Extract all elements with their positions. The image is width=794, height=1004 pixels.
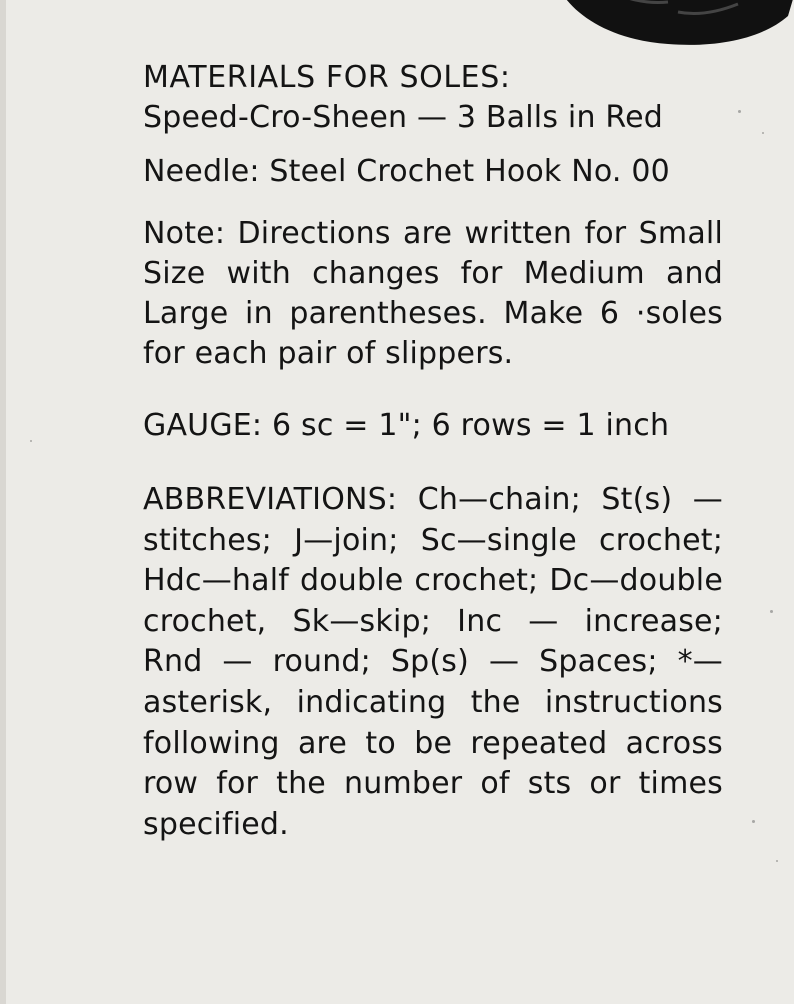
illustration-fragment <box>548 0 794 50</box>
paper-speck <box>776 860 778 862</box>
abbreviations-paragraph: ABBREVIATIONS: Ch—chain; St(s) —stitches; J—join; Sc—single crochet; Hdc—half double crochet; Dc—double crochet, Sk—skip; Inc — increase; Rnd — round; Sp(s) — Spaces; *—asterisk, indicating the instructions following are to be repeated across row for the number of sts or times specified. <box>143 482 723 842</box>
materials-heading: MATERIALS FOR SOLES: <box>143 60 511 95</box>
paper-speck <box>738 110 741 113</box>
paper-speck <box>762 132 764 134</box>
gauge-paragraph: GAUGE: 6 sc = 1"; 6 rows = 1 inch <box>143 408 670 443</box>
page-binding-edge <box>0 0 6 1004</box>
materials-thread-line: Speed-Cro-Sheen — 3 Balls in Red <box>143 100 663 135</box>
note-paragraph: Note: Directions are written for Small Size with changes for Medium and Large in parentheses. Make 6 ·soles for each pair of slippers. <box>143 216 723 371</box>
paper-speck <box>30 440 32 442</box>
instructions-column <box>143 58 723 845</box>
paper-speck <box>770 610 773 613</box>
needle-paragraph: Needle: Steel Crochet Hook No. 00 <box>143 154 670 189</box>
paper-speck <box>752 820 755 823</box>
